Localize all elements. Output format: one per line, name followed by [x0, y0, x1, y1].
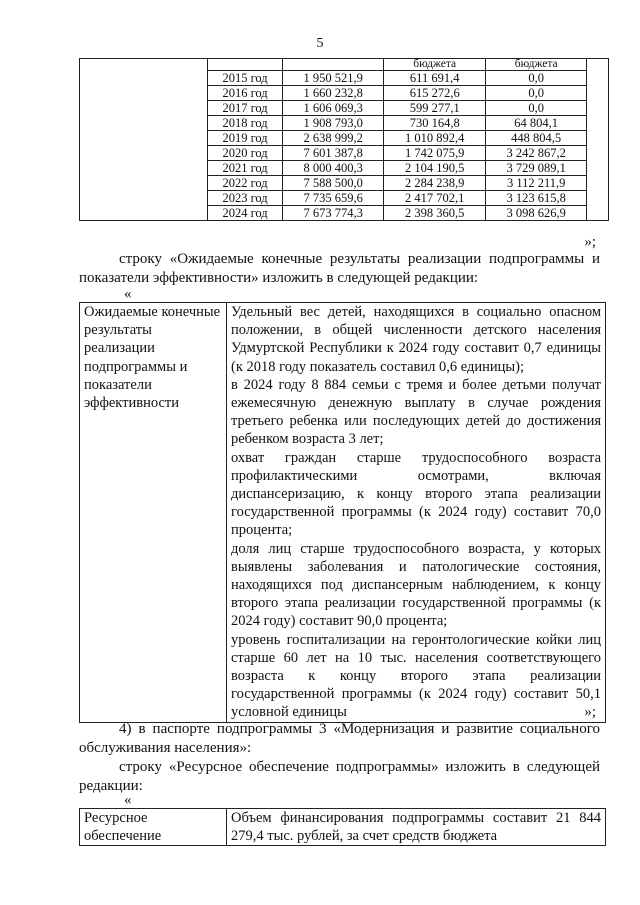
- budget-cell: 3 123 615,8: [485, 191, 586, 206]
- year-cell: 2019 год: [208, 131, 283, 146]
- resource-table: [79, 808, 606, 846]
- budget-cell: 3 729 089,1: [485, 161, 586, 176]
- result-item: уровень госпитализации на геронтологические койки лиц старше 60 лет на 10 тыс. населения соответствующего возраста к концу второго этапа реализации государственной программы (к 2024 году) составит 50,1 условной единицы: [231, 631, 601, 721]
- finance-table: [79, 58, 609, 221]
- budget-cell: 2 417 702,1: [384, 191, 485, 206]
- budget-cell: 2 398 360,5: [384, 206, 485, 221]
- total-cell: 7 735 659,6: [282, 191, 383, 206]
- close-quote: »;: [584, 704, 596, 720]
- result-item: Удельный вес детей, находящихся в социально опасном положении, в общей численности детского населения Удмуртской Республики к 2024 году составит 0,7 единицы (к 2018 году показатель составил 0,6 единицы);: [231, 304, 601, 375]
- budget-cell: 0,0: [485, 71, 586, 86]
- budget-cell: 599 277,1: [384, 101, 485, 116]
- budget-cell: 64 804,1: [485, 116, 586, 131]
- total-cell: 7 673 774,3: [282, 206, 383, 221]
- year-cell: 2017 год: [208, 101, 283, 116]
- close-quote: »;: [584, 234, 596, 250]
- empty-pad-cell: [587, 59, 609, 221]
- table-header-row: [80, 59, 609, 71]
- result-item: доля лиц старше трудоспособного возраста, у которых выявлены заболевания и патологические состояния, находящихся под диспансерным наблюдением, к концу второго этапа реализации государственной программы (к 2024 году) составит 90,0 процента;: [231, 540, 601, 630]
- paragraph-4: 4) в паспорте подпрограммы 3 «Модернизация и развитие социального обслуживания населения»:: [79, 721, 600, 756]
- header-cell: бюджета: [384, 59, 485, 71]
- paragraph-results: строку «Ожидаемые конечные результаты реализации подпрограммы и показатели эффективности» изложить в следующей редакции:: [79, 251, 600, 286]
- year-cell: 2020 год: [208, 146, 283, 161]
- budget-cell: 1 010 892,4: [384, 131, 485, 146]
- header-cell: [208, 59, 283, 71]
- open-quote: «: [124, 286, 132, 302]
- total-cell: 1 660 232,8: [282, 86, 383, 101]
- budget-cell: 615 272,6: [384, 86, 485, 101]
- year-cell: 2021 год: [208, 161, 283, 176]
- page-number: 5: [316, 36, 324, 51]
- results-label: Ожидаемые конечные результаты реализации подпрограммы и показатели эффективности: [80, 303, 227, 723]
- paragraph-resource: строку «Ресурсное обеспечение подпрограммы» изложить в следующей редакции:: [79, 759, 600, 794]
- budget-cell: 448 804,5: [485, 131, 586, 146]
- total-cell: 1 950 521,9: [282, 71, 383, 86]
- year-cell: 2023 год: [208, 191, 283, 206]
- budget-cell: 730 164,8: [384, 116, 485, 131]
- total-cell: 1 908 793,0: [282, 116, 383, 131]
- budget-cell: 3 112 211,9: [485, 176, 586, 191]
- total-cell: 7 601 387,8: [282, 146, 383, 161]
- results-content: [227, 303, 606, 723]
- header-cell: [282, 59, 383, 71]
- header-cell: бюджета: [485, 59, 586, 71]
- budget-cell: 3 098 626,9: [485, 206, 586, 221]
- budget-cell: 2 284 238,9: [384, 176, 485, 191]
- budget-cell: 611 691,4: [384, 71, 485, 86]
- resource-content: Объем финансирования подпрограммы составит 21 844 279,4 тыс. рублей, за счет средств бюджета: [227, 809, 606, 846]
- budget-cell: 0,0: [485, 101, 586, 116]
- total-cell: 7 588 500,0: [282, 176, 383, 191]
- budget-cell: 0,0: [485, 86, 586, 101]
- result-item: охват граждан старше трудоспособного возраста профилактическими осмотрами, включая диспансеризацию, к концу второго этапа реализации государственной программы (к 2024 году) составит 70,0 процента;: [231, 449, 601, 539]
- open-quote: «: [124, 792, 132, 808]
- year-cell: 2015 год: [208, 71, 283, 86]
- year-cell: 2018 год: [208, 116, 283, 131]
- budget-cell: 3 242 867,2: [485, 146, 586, 161]
- result-item: в 2024 году 8 884 семьи с тремя и более детьми получат ежемесячную денежную выплату в случае рождения третьего ребенка или последующих детей до достижения ребенком возраста 3 лет;: [231, 376, 601, 448]
- total-cell: 8 000 400,3: [282, 161, 383, 176]
- empty-label-cell: [80, 59, 208, 221]
- budget-cell: 1 742 075,9: [384, 146, 485, 161]
- year-cell: 2022 год: [208, 176, 283, 191]
- budget-cell: 2 104 190,5: [384, 161, 485, 176]
- year-cell: 2016 год: [208, 86, 283, 101]
- total-cell: 2 638 999,2: [282, 131, 383, 146]
- results-table: [79, 302, 606, 723]
- resource-label: Ресурсное обеспечение: [80, 809, 227, 846]
- year-cell: 2024 год: [208, 206, 283, 221]
- total-cell: 1 606 069,3: [282, 101, 383, 116]
